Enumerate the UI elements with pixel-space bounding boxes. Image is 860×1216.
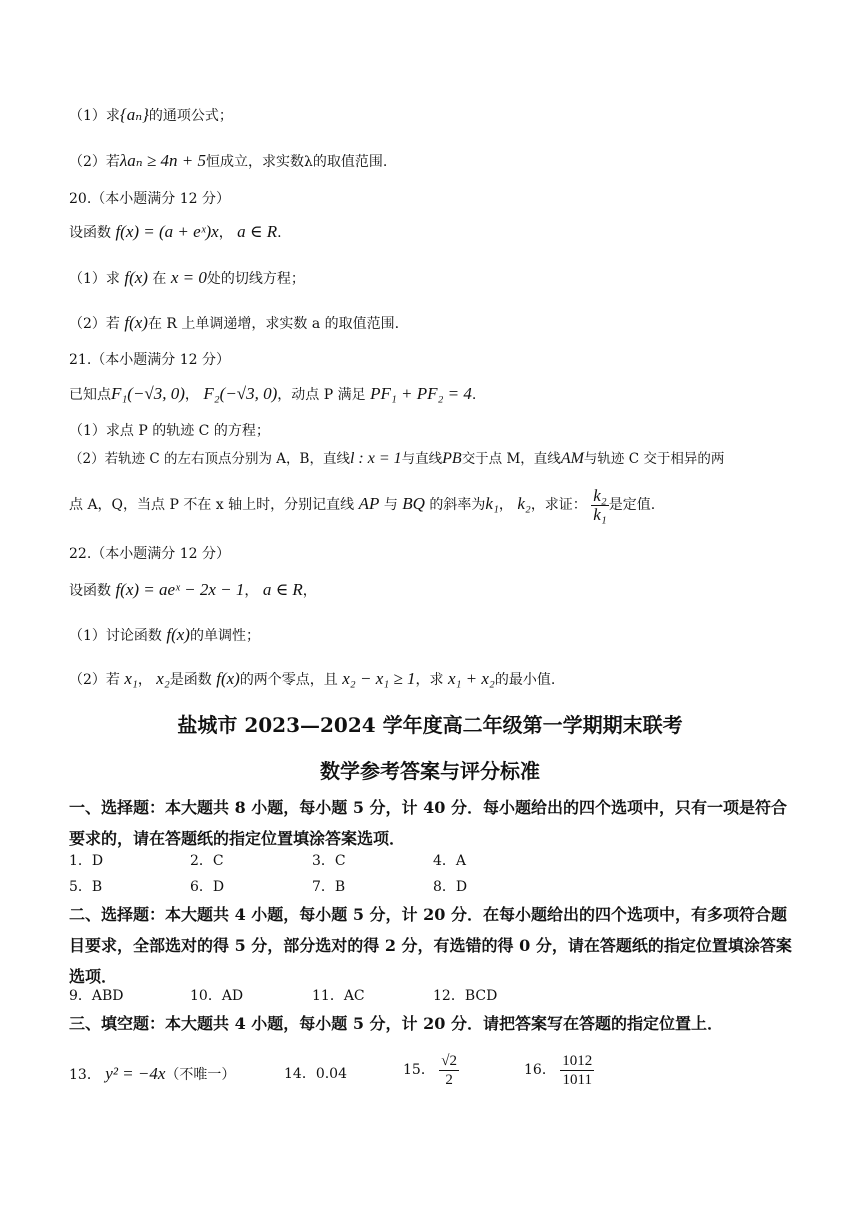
answer-label: 13． <box>69 1067 101 1083</box>
text: （2）若 <box>69 154 120 170</box>
text: （1）讨论函数 <box>69 628 162 644</box>
text: 的两个零点，且 <box>239 672 338 688</box>
text: . <box>471 387 477 403</box>
formula: k₁ <box>485 494 499 513</box>
text: ，动点 P 满足 <box>277 387 366 403</box>
text: ， <box>218 225 233 241</box>
formula: λaₙ ≥ 4n + 5 <box>119 151 206 170</box>
formula: x = 0 <box>170 268 207 287</box>
q21-header: 21.（本小题满分 12 分） <box>69 352 230 368</box>
text: 的通项公式； <box>148 108 233 124</box>
formula: f(x) <box>216 669 240 688</box>
text: 处的切线方程； <box>206 271 305 287</box>
text: 与直线 <box>401 451 443 467</box>
answer-item: 9．ABD <box>69 988 124 1004</box>
fill-answer-13 <box>69 1060 235 1089</box>
text: 交于点 M，直线 <box>461 451 561 467</box>
formula: x₁ + x₂ <box>447 669 495 688</box>
text: 在 <box>152 271 167 287</box>
q20-part2 <box>69 313 399 334</box>
answer-item: 8．D <box>433 879 468 895</box>
formula: x₁ <box>124 669 138 688</box>
text: ，求证： <box>530 497 587 513</box>
text: 在 R 上单调递增，求实数 a 的取值范围. <box>147 316 400 332</box>
q21-part1: （1）求点 P 的轨迹 C 的方程； <box>69 423 270 439</box>
answer-label: 15． <box>403 1062 435 1078</box>
fraction-denominator: 2 <box>445 1071 453 1088</box>
section-1-instructions: 一、选择题：本大题共 8 小题，每小题 5 分，计 40 分．每小题给出的四个选项中，只有一项是符合要求的，请在答题纸的指定位置填涂答案选项． <box>69 798 787 848</box>
formula: l : x = 1 <box>349 450 402 467</box>
formula: PB <box>442 450 462 467</box>
text: ， <box>498 497 513 513</box>
answer-item: 5．B <box>69 879 103 895</box>
answer-item: 10．AD <box>190 988 244 1004</box>
formula: F₂(−√3, 0) <box>203 384 278 403</box>
fraction <box>560 1052 594 1089</box>
formula: {aₙ} <box>119 105 149 124</box>
fraction-denominator: 1011 <box>562 1071 592 1088</box>
q20-header: 20.（本小题满分 12 分） <box>69 191 230 207</box>
formula: f(x) <box>166 625 190 644</box>
formula: f(x) = (a + eˣ)x <box>115 222 219 241</box>
answer-item: 2．C <box>190 853 224 869</box>
text: （不唯一） <box>165 1067 236 1083</box>
fraction-numerator: k₂ <box>593 485 607 505</box>
q21-part2-line2 <box>69 482 655 526</box>
answer-key-title: 盐城市 2023—2024 学年度高二年级第一学期期末联考 <box>177 713 683 737</box>
text: 与轨迹 C 交于相异的两 <box>583 451 725 467</box>
q22-part2 <box>69 669 555 690</box>
fraction-numerator: 1012 <box>562 1052 593 1069</box>
formula: F₁(−√3, 0) <box>111 384 185 403</box>
text: （1）求 <box>69 271 120 287</box>
answer-item: 7．B <box>312 879 346 895</box>
answer-item: 11．AC <box>312 988 365 1004</box>
text: 已知点 <box>69 387 111 403</box>
formula: k₂ <box>517 494 531 513</box>
formula: AP <box>358 494 380 513</box>
text: （2）若 <box>69 316 120 332</box>
text: ， <box>302 583 317 599</box>
section-3-instructions: 三、填空题：本大题共 4 小题，每小题 5 分，计 20 分．请把答案写在答题的指定位置上． <box>69 1014 723 1033</box>
q19-part1 <box>69 105 233 126</box>
formula: a ∈ R <box>262 580 303 599</box>
formula: BQ <box>402 494 425 513</box>
text: 与 <box>383 497 398 513</box>
formula: f(x) <box>124 313 148 332</box>
formula: PF₁ + PF₂ = 4 <box>370 384 472 403</box>
q20-stem <box>69 222 282 243</box>
text: ， <box>137 672 152 688</box>
answer-item: 12．BCD <box>433 988 498 1004</box>
text: （2）若 <box>69 672 120 688</box>
formula: a ∈ R <box>237 222 278 241</box>
text: ， <box>244 583 259 599</box>
fill-answer-15 <box>403 1048 459 1092</box>
text: ， <box>184 387 199 403</box>
text: 的斜率为 <box>429 497 486 513</box>
text: 的最小值. <box>494 672 556 688</box>
text: 恒成立，求实数λ的取值范围. <box>205 154 388 170</box>
fraction <box>591 487 608 524</box>
formula: y² = −4x <box>105 1064 166 1083</box>
q22-stem <box>69 580 317 601</box>
q21-part2-line1 <box>69 449 724 469</box>
text: . <box>277 225 282 241</box>
q22-part1 <box>69 625 260 646</box>
answer-item: 6．D <box>190 879 225 895</box>
text: ，求 <box>415 672 444 688</box>
text: （2）若轨迹 C 的左右顶点分别为 A，B，直线 <box>69 451 350 467</box>
text: 是定值. <box>608 497 656 513</box>
formula: x₂ − x₁ ≥ 1 <box>342 669 416 688</box>
text: （1）求 <box>69 108 120 124</box>
answer-item: 4．A <box>433 853 467 869</box>
answer-label: 16． <box>524 1062 556 1078</box>
fraction <box>439 1052 459 1089</box>
fill-answer-14: 14．0.04 <box>284 1066 347 1082</box>
text: 是函数 <box>169 672 212 688</box>
formula: x₂ <box>156 669 170 688</box>
text: 的单调性； <box>189 628 260 644</box>
fraction-denominator: k₁ <box>593 504 607 524</box>
text: 设函数 <box>69 225 111 241</box>
q19-part2 <box>69 151 387 172</box>
fill-answer-16 <box>524 1048 594 1092</box>
formula: AM <box>560 450 584 467</box>
text: 设函数 <box>69 583 111 599</box>
fraction-numerator: √2 <box>441 1052 458 1069</box>
q22-header: 22.（本小题满分 12 分） <box>69 546 230 562</box>
answer-key-subtitle: 数学参考答案与评分标准 <box>320 759 540 783</box>
formula: f(x) = aeˣ − 2x − 1 <box>115 580 245 599</box>
text: 点 A，Q，当点 P 不在 x 轴上时，分别记直线 <box>69 497 355 513</box>
answer-item: 3．C <box>312 853 346 869</box>
section-2-instructions: 二、选择题：本大题共 4 小题，每小题 5 分，计 20 分．在每小题给出的四个选项中，有多项符合题目要求，全部选对的得 5 分，部分选对的得 2 分，有选错的得 0 分，请在答题纸的指定位置填涂答案选项． <box>69 905 792 986</box>
q21-stem <box>69 384 476 405</box>
formula: f(x) <box>124 268 148 287</box>
q20-part1 <box>69 268 305 289</box>
answer-item: 1．D <box>69 853 104 869</box>
